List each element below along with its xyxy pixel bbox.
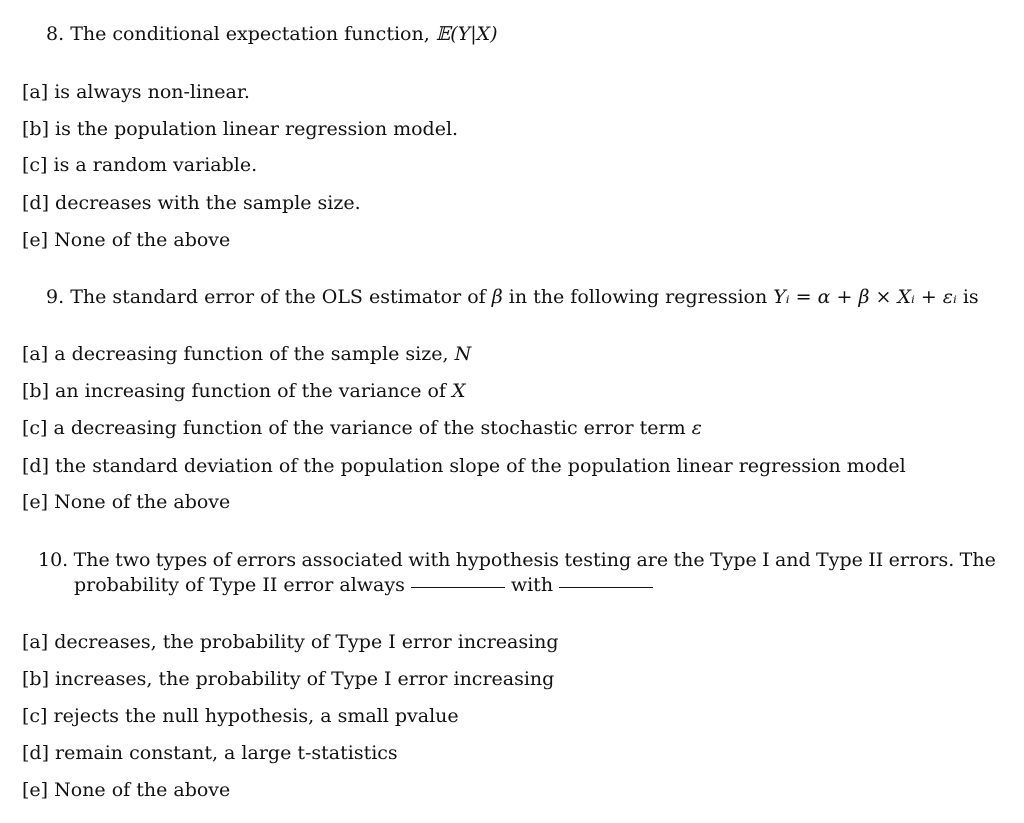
option-label: [a] (22, 81, 49, 103)
question-word: II (868, 549, 884, 571)
option-math: ε (691, 417, 702, 439)
question-word: errors (236, 549, 297, 571)
option-text: None of the above (54, 779, 231, 801)
option-10c[interactable] (22, 703, 459, 729)
question-10 (38, 547, 996, 573)
option-10a[interactable] (22, 629, 559, 655)
question-word: hypothesis (455, 549, 560, 571)
question-word: and (774, 549, 811, 571)
option-label: [c] (22, 705, 48, 727)
option-label: [d] (22, 742, 49, 764)
option-8c[interactable] (22, 152, 257, 178)
answer-blank-1[interactable] (411, 586, 505, 588)
question-word: Type (709, 549, 757, 571)
option-label: [d] (22, 192, 49, 214)
option-9d[interactable] (22, 453, 906, 479)
question-word: types (155, 549, 208, 571)
option-math: N (454, 343, 472, 365)
answer-blank-2[interactable] (559, 586, 653, 588)
question-9 (46, 284, 979, 310)
question-word: errors. (888, 549, 955, 571)
option-label: [a] (22, 343, 49, 365)
option-label: [a] (22, 631, 49, 653)
question-text-3: is (962, 286, 979, 308)
option-label: [b] (22, 668, 49, 690)
question-text: probability of Type II error always (74, 574, 405, 596)
question-8 (46, 21, 498, 47)
option-text: is the population linear regression model. (55, 118, 459, 140)
option-8b[interactable] (22, 116, 458, 142)
option-10e[interactable] (22, 777, 230, 803)
question-word: two (115, 549, 151, 571)
option-label: [b] (22, 380, 49, 402)
option-text: the standard deviation of the population slope of the population linear regression model (55, 455, 906, 477)
option-text: a decreasing function of the sample size, (54, 343, 449, 365)
option-text: increases, the probability of Type I error increasing (55, 668, 555, 690)
option-text: an increasing function of the variance of (55, 380, 446, 402)
question-text-2: in the following regression (508, 286, 768, 308)
option-9b[interactable] (22, 378, 466, 404)
option-text: decreases with the sample size. (55, 192, 361, 214)
beta-symbol: β (491, 286, 503, 308)
regression-equation: Yᵢ = α + β × Xᵢ + εᵢ (773, 286, 957, 308)
option-text: None of the above (54, 229, 231, 251)
question-word: associated (301, 549, 403, 571)
question-word: testing (564, 549, 632, 571)
option-label: [e] (22, 491, 49, 513)
option-8a[interactable] (22, 79, 250, 105)
option-label: [b] (22, 118, 49, 140)
option-9a[interactable] (22, 341, 471, 367)
option-text: None of the above (54, 491, 231, 513)
question-word: of (212, 549, 232, 571)
option-label: [d] (22, 455, 49, 477)
option-text: is always non-linear. (54, 81, 250, 103)
question-text: The standard error of the OLS estimator of (70, 286, 486, 308)
option-label: [c] (22, 417, 48, 439)
option-8e[interactable] (22, 227, 230, 253)
question-text: The conditional expectation function, (70, 23, 430, 45)
option-text: rejects the null hypothesis, a small pvalue (53, 705, 459, 727)
question-number: 9. (46, 286, 65, 308)
question-word: The (959, 549, 996, 571)
option-text: decreases, the probability of Type I error increasing (54, 631, 559, 653)
question-number: 10. (38, 549, 69, 571)
question-word: the (673, 549, 705, 571)
question-word: Type (816, 549, 863, 571)
question-10-line-2 (74, 572, 659, 598)
option-label: [e] (22, 229, 49, 251)
option-10d[interactable] (22, 740, 398, 766)
option-math: X (452, 380, 466, 402)
question-word: are (636, 549, 669, 571)
option-8d[interactable] (22, 190, 361, 216)
question-math: 𝔼(Y|X) (435, 23, 498, 45)
option-9c[interactable] (22, 415, 702, 441)
question-word: I (762, 549, 770, 571)
option-label: [e] (22, 779, 49, 801)
option-text: a decreasing function of the variance of the stochastic error term (53, 417, 686, 439)
question-number: 8. (46, 23, 65, 45)
question-10-line-1 (38, 547, 996, 573)
option-9e[interactable] (22, 489, 230, 515)
option-label: [c] (22, 154, 48, 176)
option-text: remain constant, a large t-statistics (55, 742, 398, 764)
question-word: with (408, 549, 451, 571)
option-text: is a random variable. (53, 154, 258, 176)
question-word: The (73, 549, 110, 571)
question-text: with (510, 574, 554, 596)
option-10b[interactable] (22, 666, 554, 692)
